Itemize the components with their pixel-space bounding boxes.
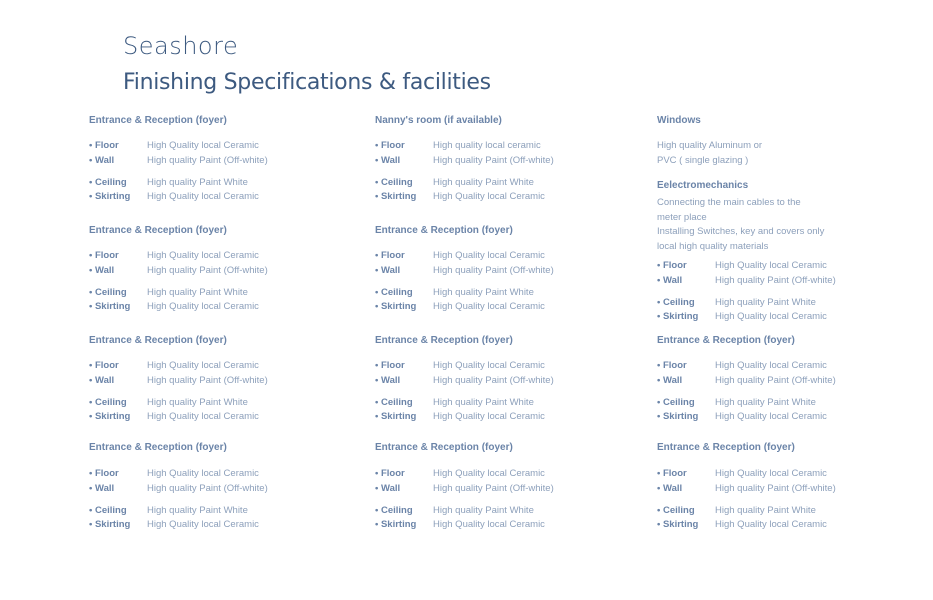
spec-row-floor [375,467,645,482]
spec-value: High quality Paint (Off-white) [147,374,268,386]
spec-row-skirting [657,410,927,425]
spec-section [375,334,645,425]
spec-value: High quality Paint White [715,296,816,308]
spec-section [375,441,645,533]
spec-label: • Skirting [375,411,417,422]
spec-value: High Quality local Ceramic [147,250,259,261]
spec-label: • Wall [89,264,115,276]
spec-label: • Floor [89,468,119,479]
spec-value: High Quality local Ceramic [715,519,827,530]
spec-value: High Quality local Ceramic [715,311,827,322]
spec-value: High Quality local Ceramic [147,360,259,371]
spec-row-skirting [375,300,645,315]
spec-label: • Ceiling [89,286,127,298]
spec-section [657,441,927,533]
spec-row-ceiling [375,286,645,301]
spec-value: High Quality local Ceramic [433,250,545,261]
section-title: Windows [657,115,701,126]
spec-row-wall [375,154,645,169]
spec-value: High quality Paint (Off-white) [147,264,268,276]
spec-row-ceiling [89,504,359,519]
spec-row-floor [375,249,645,264]
spec-label: • Floor [375,140,405,151]
spec-label: • Wall [375,264,401,276]
spec-value: High Quality local Ceramic [715,360,827,371]
spec-value: High quality Paint (Off-white) [433,154,554,166]
section-title: Entrance & Reception (foyer) [375,335,513,346]
spec-row-skirting [375,410,645,425]
spec-section [657,334,927,425]
spec-row-skirting [89,410,359,425]
spec-value: High quality Paint (Off-white) [433,374,554,386]
spec-label: • Floor [657,360,687,371]
spec-row-skirting [375,518,645,533]
spec-label: • Floor [375,250,405,261]
spec-value: High quality Paint White [715,396,816,408]
spec-row-floor [89,249,359,264]
spec-value: High Quality local Ceramic [147,519,259,530]
spec-label: • Wall [375,482,401,494]
spec-section [375,114,645,205]
spec-value: High Quality local Ceramic [433,360,545,371]
spec-label: • Ceiling [375,396,413,408]
section-title: Entrance & Reception (foyer) [657,442,795,453]
spec-row-ceiling [89,286,359,301]
spec-label: • Floor [89,250,119,261]
spec-value: High quality Paint White [147,396,248,408]
spec-label: • Wall [657,374,683,386]
spec-section [89,224,359,315]
spec-value: High Quality local Ceramic [147,191,259,202]
spec-label: • Ceiling [375,286,413,298]
spec-label: • Skirting [89,191,131,202]
spec-label: • Skirting [89,519,131,530]
section-title: Entrance & Reception (foyer) [89,335,227,346]
spec-row-ceiling [657,504,927,519]
spec-label: • Ceiling [657,504,695,516]
spec-row-wall [89,374,359,389]
spec-label: • Wall [89,482,115,494]
spec-row-floor [375,139,645,154]
spec-label: • Skirting [657,411,699,422]
spec-row-wall [89,482,359,497]
spec-value: High quality Paint (Off-white) [147,482,268,494]
spec-row-ceiling [657,296,927,311]
spec-row-wall [657,274,927,289]
spec-row-floor [89,467,359,482]
spec-value: High quality local ceramic [433,140,541,151]
spec-label: • Ceiling [657,296,695,308]
spec-row-skirting [89,190,359,205]
spec-section [89,441,359,533]
spec-value: High quality Paint (Off-white) [715,274,836,286]
spec-value: High quality Paint White [147,286,248,298]
spec-value: High quality Paint White [147,176,248,188]
spec-label: • Wall [375,374,401,386]
spec-row-floor [89,359,359,374]
spec-label: • Wall [375,154,401,166]
spec-row-floor [657,359,927,374]
spec-label: • Ceiling [89,176,127,188]
brand-name: Seashore [123,32,239,60]
electro-text: local high quality materials [657,240,769,252]
spec-label: • Ceiling [375,504,413,516]
windows-text: High quality Aluminum or [657,140,763,151]
spec-label: • Skirting [375,301,417,312]
spec-row-wall [375,482,645,497]
spec-label: • Ceiling [89,396,127,408]
section-title: Eelectromechanics [657,180,749,191]
spec-value: High quality Paint (Off-white) [147,154,268,166]
spec-value: High Quality local Ceramic [433,191,545,202]
spec-row-ceiling [657,396,927,411]
spec-row-ceiling [375,504,645,519]
section-title: Entrance & Reception (foyer) [375,442,513,453]
section-title: Entrance & Reception (foyer) [89,442,227,453]
spec-row-skirting [657,518,927,533]
page-title: Finishing Specifications & facilities [123,70,491,95]
spec-row-ceiling [89,176,359,191]
spec-label: • Ceiling [89,504,127,516]
spec-label: • Floor [89,360,119,371]
section-title: Entrance & Reception (foyer) [89,225,227,236]
section-title: Nanny's room (if available) [375,115,502,126]
spec-value: High Quality local Ceramic [147,301,259,312]
spec-label: • Skirting [657,311,699,322]
windows-section [657,114,927,168]
spec-row-skirting [375,190,645,205]
spec-value: High Quality local Ceramic [147,468,259,479]
spec-label: • Floor [657,468,687,479]
spec-value: High quality Paint (Off-white) [433,264,554,276]
spec-row-wall [375,374,645,389]
spec-row-wall [657,482,927,497]
spec-row-skirting [89,300,359,315]
spec-value: High Quality local Ceramic [147,411,259,422]
electro-text: meter place [657,211,707,223]
spec-label: • Wall [657,274,683,286]
spec-value: High quality Paint White [147,504,248,516]
windows-text: PVC ( single glazing ) [657,154,749,166]
spec-row-wall [89,154,359,169]
spec-row-floor [89,139,359,154]
spec-section [89,334,359,425]
spec-label: • Skirting [375,191,417,202]
spec-value: High Quality local Ceramic [433,411,545,422]
spec-label: • Wall [89,154,115,166]
spec-value: High quality Paint (Off-white) [715,374,836,386]
electromechanics-section [657,179,927,325]
spec-value: High Quality local Ceramic [433,301,545,312]
spec-row-floor [375,359,645,374]
spec-row-ceiling [89,396,359,411]
spec-value: High quality Paint White [433,396,534,408]
spec-row-floor [657,259,927,274]
spec-section [375,224,645,315]
spec-row-skirting [657,310,927,325]
section-title: Entrance & Reception (foyer) [657,335,795,346]
spec-label: • Floor [657,260,687,271]
spec-label: • Skirting [657,519,699,530]
spec-label: • Floor [375,468,405,479]
spec-row-ceiling [375,396,645,411]
spec-row-ceiling [375,176,645,191]
spec-value: High quality Paint White [433,176,534,188]
spec-row-floor [657,467,927,482]
spec-value: High Quality local Ceramic [433,519,545,530]
section-title: Entrance & Reception (foyer) [375,225,513,236]
spec-label: • Floor [375,360,405,371]
spec-label: • Ceiling [375,176,413,188]
spec-label: • Wall [89,374,115,386]
spec-value: High quality Paint (Off-white) [715,482,836,494]
spec-row-wall [657,374,927,389]
spec-section [89,114,359,205]
electro-text: Installing Switches, key and covers only [657,226,825,237]
spec-value: High quality Paint (Off-white) [433,482,554,494]
section-title: Entrance & Reception (foyer) [89,115,227,126]
spec-value: High Quality local Ceramic [433,468,545,479]
spec-row-wall [89,264,359,279]
spec-label: • Skirting [89,411,131,422]
spec-value: High quality Paint White [715,504,816,516]
spec-value: High Quality local Ceramic [715,468,827,479]
spec-value: High Quality local Ceramic [715,260,827,271]
spec-label: • Skirting [89,301,131,312]
spec-label: • Wall [657,482,683,494]
electro-text: Connecting the main cables to the [657,197,801,208]
spec-value: High quality Paint White [433,286,534,298]
spec-label: • Skirting [375,519,417,530]
spec-value: High quality Paint White [433,504,534,516]
spec-row-skirting [89,518,359,533]
spec-value: High Quality local Ceramic [715,411,827,422]
spec-row-wall [375,264,645,279]
spec-value: High Quality local Ceramic [147,140,259,151]
spec-label: • Floor [89,140,119,151]
spec-label: • Ceiling [657,396,695,408]
